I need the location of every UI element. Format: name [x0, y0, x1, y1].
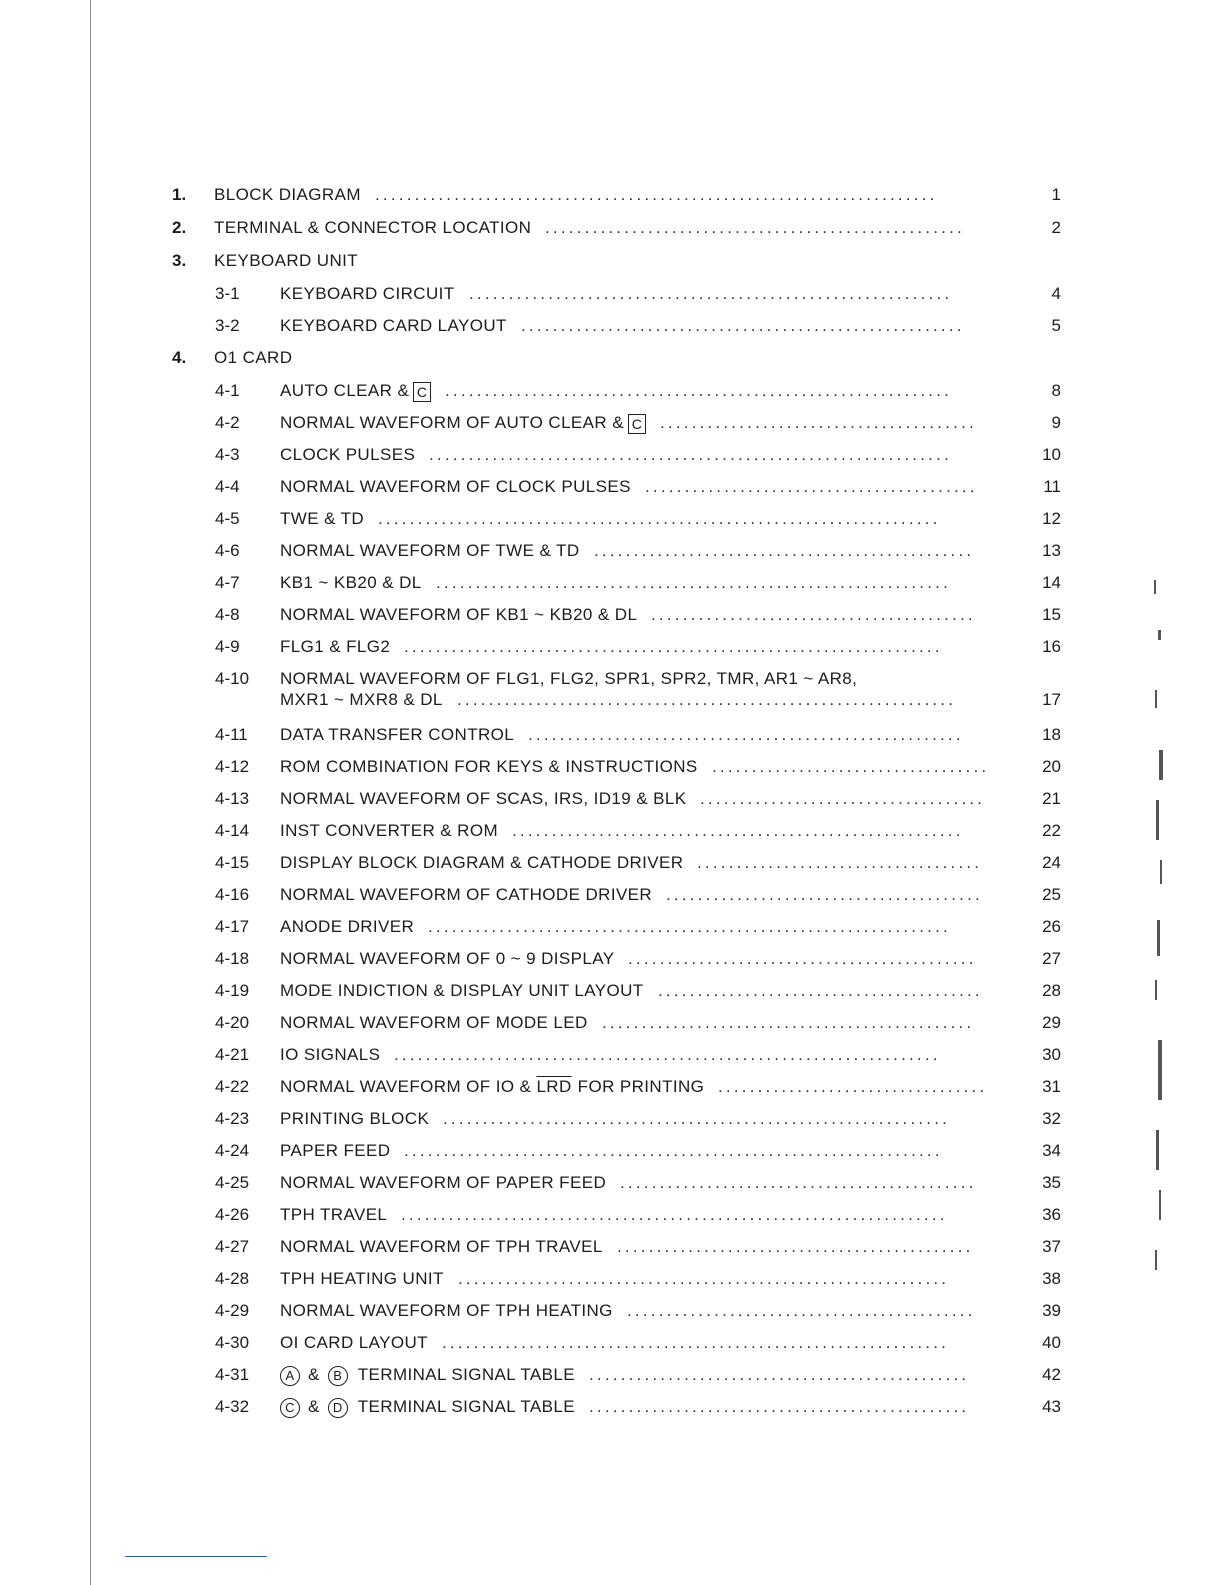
toc-entry-label [280, 409, 646, 437]
toc-entry-page: 42 [1042, 1365, 1061, 1384]
toc-entry-label-text: ANODE DRIVER [280, 917, 415, 936]
toc-entry-label [280, 280, 455, 308]
leader-dots: ........................................................ [521, 316, 965, 335]
toc-entry-label-text: PRINTING BLOCK [280, 1109, 430, 1128]
toc-entry-page: 31 [1042, 1077, 1061, 1096]
toc-entry-label-text: NORMAL WAVEFORM OF TWE & TD [280, 541, 580, 560]
toc-entry-label [280, 1361, 575, 1389]
toc-entry-page: 29 [1042, 1013, 1061, 1032]
toc-entry-number: 4-26 [215, 1205, 250, 1224]
toc-entry-page: 39 [1042, 1301, 1061, 1320]
leader-dots: ............................................. [617, 1237, 974, 1256]
toc-entry-label-text: O1 CARD [214, 348, 293, 367]
leader-dots: ............................................ [628, 949, 977, 968]
toc-entry-label [280, 633, 390, 661]
toc-entry-number: 4-23 [215, 1109, 250, 1128]
toc-entry-label [280, 1329, 428, 1357]
toc-entry-number: 4-2 [215, 413, 240, 432]
toc-entry-label [280, 721, 514, 749]
toc-entry-label-text: PAPER FEED [280, 1141, 391, 1160]
toc-entry[interactable] [0, 1009, 1225, 1037]
toc-entry[interactable] [0, 601, 1225, 629]
toc-entry-number: 4-16 [215, 885, 250, 904]
toc-entry-label [280, 601, 637, 629]
leader-dots: .................................. [718, 1077, 988, 1096]
toc-entry-number: 4-13 [215, 789, 250, 808]
toc-entry-page: 16 [1042, 637, 1061, 656]
ampersand: & [308, 1365, 320, 1384]
toc-entry[interactable] [0, 344, 1225, 372]
toc-entry-label [280, 977, 644, 1005]
toc-entry[interactable] [0, 849, 1225, 877]
toc-entry-label [214, 247, 358, 275]
toc-entry-label-text: AUTO CLEAR & [280, 381, 410, 400]
leader-dots: ............................................................. [469, 284, 953, 303]
lrd-signal: $\overline{LRD}$ [536, 1077, 572, 1096]
leader-dots: ................................................ [589, 1397, 970, 1416]
leader-dots: ........................................ [660, 413, 977, 432]
toc-entry-page: 30 [1042, 1045, 1061, 1064]
toc-entry-label-text: NORMAL WAVEFORM OF TPH TRAVEL [280, 1237, 603, 1256]
toc-entry-label [280, 686, 443, 714]
toc-entry-page: 2 [1051, 218, 1061, 237]
toc-entry-page: 28 [1042, 981, 1061, 1000]
toc-entry-number: 4-22 [215, 1077, 250, 1096]
toc-entry-label [280, 1393, 575, 1421]
toc-entry[interactable] [0, 1297, 1225, 1325]
toc-entry-label-text: OI CARD LAYOUT [280, 1333, 428, 1352]
toc-entry-label-text: DATA TRANSFER CONTROL [280, 725, 515, 744]
toc-entry-page: 12 [1042, 509, 1061, 528]
toc-entry-label-text: NORMAL WAVEFORM OF IO & [280, 1077, 532, 1096]
toc-entry-label [280, 1073, 704, 1101]
toc-entry-number: 4-25 [215, 1173, 250, 1192]
toc-entry[interactable] [0, 441, 1225, 469]
toc-entry-label-text: DISPLAY BLOCK DIAGRAM & CATHODE DRIVER [280, 853, 684, 872]
toc-entry-label [280, 537, 580, 565]
toc-entry-page: 21 [1042, 789, 1061, 808]
toc-entry-page: 9 [1051, 413, 1061, 432]
toc-entry-label [280, 1201, 387, 1229]
leader-dots: .......................................... [645, 477, 978, 496]
toc-entry[interactable] [0, 1265, 1225, 1293]
leader-dots: ................................... [712, 757, 990, 776]
toc-entry-label-suffix: FOR PRINTING [577, 1077, 705, 1096]
leader-dots: ....................................................................... [375, 185, 938, 204]
toc-entry[interactable] [0, 977, 1225, 1005]
toc-entry[interactable] [0, 1137, 1225, 1165]
toc-entry-page: 34 [1042, 1141, 1061, 1160]
terminal-c-icon: C [280, 1398, 300, 1418]
toc-entry-number: 4-7 [215, 573, 240, 592]
leader-dots: .................................... [700, 789, 986, 808]
toc-entry-label [280, 569, 422, 597]
leader-dots: ....................................................... [528, 725, 964, 744]
leader-dots: ............................................ [627, 1301, 976, 1320]
toc-entry[interactable] [0, 505, 1225, 533]
toc-entry-label-text: NORMAL WAVEFORM OF FLG1, FLG2, SPR1, SPR2, TMR, AR1 ~ AR8, [280, 669, 858, 688]
leader-dots: .................................................................. [428, 917, 951, 936]
toc-entry-label-text: NORMAL WAVEFORM OF PAPER FEED [280, 1173, 607, 1192]
toc-entry-page: 38 [1042, 1269, 1061, 1288]
toc-entry-label-text: BLOCK DIAGRAM [214, 185, 361, 204]
leader-dots: ............................................. [620, 1173, 977, 1192]
toc-entry-page: 40 [1042, 1333, 1061, 1352]
toc-entry-page: 32 [1042, 1109, 1061, 1128]
toc-entry[interactable] [0, 721, 1225, 749]
leader-dots: ......................................................... [512, 821, 964, 840]
toc-entry-label-text: MODE INDICTION & DISPLAY UNIT LAYOUT [280, 981, 644, 1000]
toc-entry-page: 24 [1042, 853, 1061, 872]
toc-entry[interactable] [0, 881, 1225, 909]
toc-entry-label-text: NORMAL WAVEFORM OF SCAS, IRS, ID19 & BLK [280, 789, 687, 808]
toc-entry-page: 11 [1043, 477, 1061, 496]
toc-entry-number: 4-9 [215, 637, 240, 656]
toc-entry-number: 4-28 [215, 1269, 250, 1288]
leader-dots: ............................................... [602, 1013, 975, 1032]
toc-entry-label [280, 1233, 603, 1261]
leader-dots: .................................... [697, 853, 983, 872]
toc-entry-number: 4-4 [215, 477, 240, 496]
toc-entry-label [214, 181, 361, 209]
toc-entry-label [280, 1137, 390, 1165]
toc-entry-number: 4-18 [215, 949, 250, 968]
toc-entry-page: 4 [1051, 284, 1061, 303]
toc-entry[interactable] [0, 377, 1225, 405]
toc-entry-page: 17 [1042, 690, 1061, 709]
leader-dots: ......................................... [651, 605, 976, 624]
toc-entry-number: 4-19 [215, 981, 250, 1000]
toc-entry-number: 3-2 [215, 316, 240, 335]
toc-entry-number: 4. [172, 348, 187, 367]
toc-entry-number: 3-1 [215, 284, 240, 303]
toc-entry-number: 4-3 [215, 445, 240, 464]
boxed-c-key-icon: C [413, 382, 431, 402]
toc-entry-label-text: NORMAL WAVEFORM OF 0 ~ 9 DISPLAY [280, 949, 615, 968]
toc-entry-label-text: MXR1 ~ MXR8 & DL [280, 690, 443, 709]
toc-entry-label [280, 505, 364, 533]
toc-entry-label-text: NORMAL WAVEFORM OF MODE LED [280, 1013, 588, 1032]
toc-entry-number: 4-24 [215, 1141, 250, 1160]
toc-entry[interactable] [0, 633, 1225, 661]
toc-entry-number: 4-14 [215, 821, 250, 840]
toc-entry-number: 4-11 [215, 725, 248, 744]
toc-entry[interactable] [0, 753, 1225, 781]
toc-entry[interactable] [0, 1361, 1225, 1389]
toc-entry[interactable] [0, 785, 1225, 813]
leader-dots: .................................................................... [404, 1141, 943, 1160]
toc-entry-label-text: KB1 ~ KB20 & DL [280, 573, 422, 592]
toc-entry[interactable] [0, 817, 1225, 845]
leader-dots: ................................................ [594, 541, 975, 560]
toc-entry-label [280, 753, 698, 781]
toc-entry-page: 14 [1042, 573, 1061, 592]
toc-entry-page: 35 [1042, 1173, 1061, 1192]
toc-entry-label-text: NORMAL WAVEFORM OF CATHODE DRIVER [280, 885, 653, 904]
toc-entry-label-text: ROM COMBINATION FOR KEYS & INSTRUCTIONS [280, 757, 698, 776]
leader-dots: ........................................ [666, 885, 983, 904]
toc-entry[interactable] [0, 280, 1225, 308]
toc-entry-label-text: KEYBOARD UNIT [214, 251, 359, 270]
toc-entry-label [280, 1041, 380, 1069]
toc-entry-number: 4-31 [215, 1365, 250, 1384]
toc-entry-number: 4-10 [215, 669, 250, 688]
terminal-d-icon: D [328, 1398, 348, 1418]
toc-entry[interactable] [0, 1105, 1225, 1133]
leader-dots: ................................................................. [436, 573, 952, 592]
toc-entry[interactable] [0, 1041, 1225, 1069]
leader-dots: ..................................................... [545, 218, 965, 237]
toc-entry-page: 26 [1042, 917, 1061, 936]
toc-entry[interactable] [0, 409, 1225, 437]
toc-entry-label-text: NORMAL WAVEFORM OF CLOCK PULSES [280, 477, 631, 496]
toc-entry-label-text: TPH TRAVEL [280, 1205, 388, 1224]
toc-entry-page: 10 [1042, 445, 1061, 464]
toc-entry-label-text: NORMAL WAVEFORM OF AUTO CLEAR & [280, 413, 624, 432]
toc-entry-label [280, 913, 414, 941]
toc-entry-label [280, 377, 431, 405]
toc-entry-label [280, 849, 683, 877]
toc-entry-label-text: NORMAL WAVEFORM OF TPH HEATING [280, 1301, 613, 1320]
toc-entry-label-text: NORMAL WAVEFORM OF KB1 ~ KB20 & DL [280, 605, 638, 624]
toc-entry-label-text: TPH HEATING UNIT [280, 1269, 444, 1288]
toc-entry-page: 36 [1042, 1205, 1061, 1224]
toc-entry-page: 43 [1042, 1397, 1061, 1416]
toc-entry-number: 3. [172, 251, 187, 270]
toc-entry-number: 4-32 [215, 1397, 250, 1416]
terminal-a-icon: A [280, 1366, 300, 1386]
toc-entry-number: 2. [172, 218, 187, 237]
leader-dots: .................................................................... [404, 637, 943, 656]
scan-bottom-line [125, 1556, 267, 1557]
terminal-b-icon: B [328, 1366, 348, 1386]
toc-entry-number: 4-17 [215, 917, 250, 936]
toc-entry-page: 1 [1051, 185, 1061, 204]
toc-entry-page: 13 [1042, 541, 1061, 560]
leader-dots: ................................................................ [442, 1333, 950, 1352]
toc-entry-page: 22 [1042, 821, 1061, 840]
toc-entry[interactable] [0, 1073, 1225, 1101]
leader-dots: ................................................................ [443, 1109, 951, 1128]
toc-entry-number: 4-8 [215, 605, 240, 624]
toc-entry[interactable] [0, 247, 1225, 275]
toc-entry-label-text: KEYBOARD CARD LAYOUT [280, 316, 507, 335]
toc-entry-number: 4-21 [215, 1045, 250, 1064]
boxed-c-key-icon: C [628, 414, 646, 434]
toc-entry-page: 15 [1042, 605, 1061, 624]
toc-entry-number: 4-29 [215, 1301, 250, 1320]
toc-entry-number: 4-30 [215, 1333, 250, 1352]
toc-entry-page: 8 [1051, 381, 1061, 400]
toc-entry-label-text: CLOCK PULSES [280, 445, 416, 464]
toc-entry-label [280, 945, 614, 973]
toc-entry-label-text: INST CONVERTER & ROM [280, 821, 499, 840]
toc-entry-label-text: TWE & TD [280, 509, 365, 528]
ampersand: & [308, 1397, 320, 1416]
toc-entry[interactable] [0, 1201, 1225, 1229]
toc-entry-label [280, 1265, 444, 1293]
leader-dots: ..................................................................... [394, 1045, 941, 1064]
leader-dots: .............................................................. [458, 1269, 950, 1288]
toc-entry-label [280, 441, 415, 469]
toc-entry-label [280, 1009, 588, 1037]
toc-entry-number: 1. [172, 185, 187, 204]
toc-entry[interactable] [0, 1393, 1225, 1421]
toc-entry-number: 4-27 [215, 1237, 250, 1256]
toc-entry-number: 4-1 [215, 381, 240, 400]
toc-entry-label-text: TERMINAL SIGNAL TABLE [357, 1365, 575, 1384]
toc-entry-number: 4-6 [215, 541, 240, 560]
leader-dots: ................................................................ [445, 381, 953, 400]
toc-entry-label-text: FLG1 & FLG2 [280, 637, 391, 656]
leader-dots: ......................................... [658, 981, 983, 1000]
toc-entry-number: 4-5 [215, 509, 240, 528]
toc-entry[interactable] [0, 1233, 1225, 1261]
leader-dots: ................................................ [589, 1365, 970, 1384]
toc-entry[interactable] [0, 686, 1225, 714]
toc-entry-page: 27 [1042, 949, 1061, 968]
toc-entry-page: 5 [1051, 316, 1061, 335]
toc-entry-page: 37 [1042, 1237, 1061, 1256]
toc-entry-number: 4-20 [215, 1013, 250, 1032]
toc-entry-label [280, 785, 686, 813]
toc-entry-label-text: TERMINAL & CONNECTOR LOCATION [214, 218, 532, 237]
scan-speckle-artifacts [1150, 570, 1180, 1290]
toc-entry-label [280, 1105, 429, 1133]
toc-entry[interactable] [0, 473, 1225, 501]
toc-entry-page: 20 [1042, 757, 1061, 776]
leader-dots: ....................................................................... [378, 509, 941, 528]
toc-entry[interactable] [0, 569, 1225, 597]
toc-entry-label [214, 214, 531, 242]
leader-dots: ............................................................... [457, 690, 957, 709]
toc-entry[interactable] [0, 1169, 1225, 1197]
toc-entry-label [280, 1297, 613, 1325]
toc-entry[interactable] [0, 214, 1225, 242]
toc-entry-label [280, 473, 631, 501]
toc-entry-number: 4-15 [215, 853, 250, 872]
toc-entry[interactable] [0, 537, 1225, 565]
toc-entry[interactable] [0, 1329, 1225, 1357]
toc-entry-page: 18 [1042, 725, 1061, 744]
toc-entry-label [280, 881, 652, 909]
toc-entry-label-text: KEYBOARD CIRCUIT [280, 284, 455, 303]
toc-entry[interactable] [0, 312, 1225, 340]
toc-entry-label [214, 344, 292, 372]
toc-entry-number: 4-12 [215, 757, 250, 776]
toc-entry-label-text: IO SIGNALS [280, 1045, 381, 1064]
toc-entry-label [280, 817, 498, 845]
toc-entry[interactable] [0, 945, 1225, 973]
leader-dots: ..................................................................... [401, 1205, 948, 1224]
toc-entry[interactable] [0, 181, 1225, 209]
toc-entry-page: 25 [1042, 885, 1061, 904]
toc-entry[interactable] [0, 913, 1225, 941]
leader-dots: .................................................................. [429, 445, 952, 464]
toc-entry-label [280, 312, 507, 340]
toc-entry-label [280, 1169, 606, 1197]
toc-entry-label-text: TERMINAL SIGNAL TABLE [357, 1397, 575, 1416]
